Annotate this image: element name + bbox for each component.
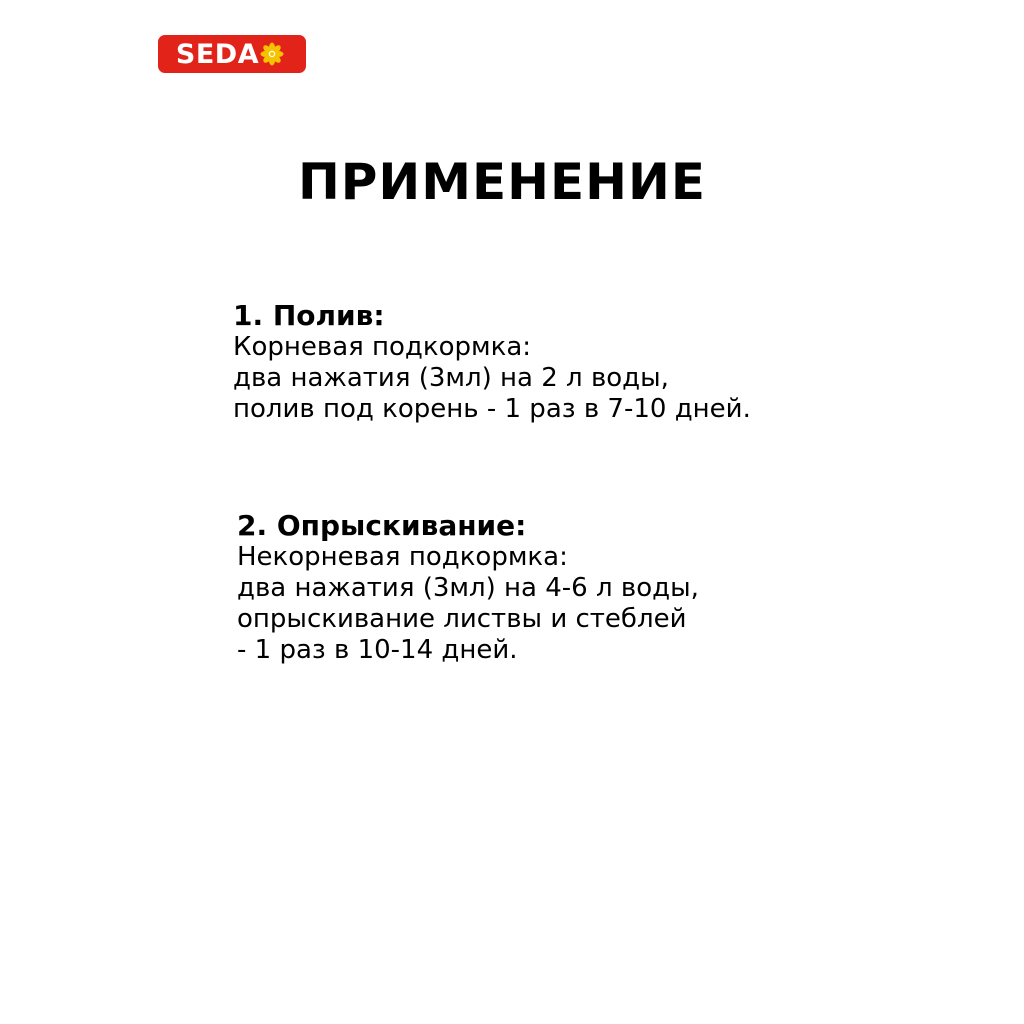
section-line: опрыскивание листвы и стеблей bbox=[237, 604, 687, 634]
section-watering bbox=[233, 300, 853, 425]
section-spraying bbox=[237, 510, 857, 666]
seda-logo bbox=[158, 35, 306, 73]
flower-icon bbox=[260, 42, 284, 66]
section-line: Корневая подкормка: bbox=[233, 332, 532, 362]
logo-text: SEDA bbox=[175, 38, 260, 70]
section-heading: 1. Полив: bbox=[233, 299, 385, 332]
section-heading: 2. Опрыскивание: bbox=[237, 509, 527, 542]
section-line: Некорневая подкормка: bbox=[237, 542, 568, 572]
section-line: два нажатия (3мл) на 2 л воды, bbox=[233, 363, 669, 393]
section-line: - 1 раз в 10-14 дней. bbox=[237, 635, 518, 665]
section-line: два нажатия (3мл) на 4-6 л воды, bbox=[237, 573, 699, 603]
section-line: полив под корень - 1 раз в 7-10 дней. bbox=[233, 394, 751, 424]
page-title: ПРИМЕНЕНИЕ bbox=[297, 153, 707, 211]
